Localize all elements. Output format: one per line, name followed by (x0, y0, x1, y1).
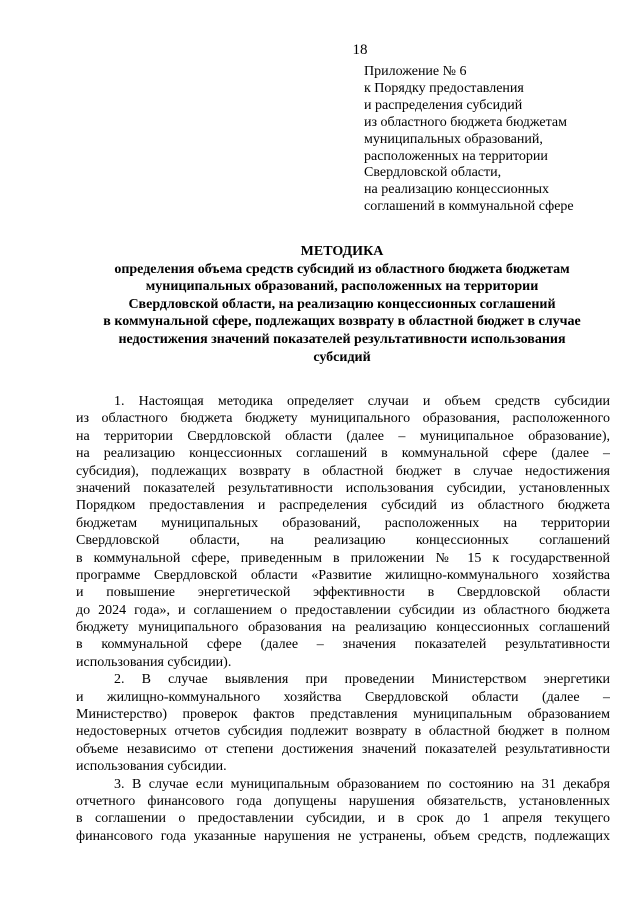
paragraph-2-line: недостоверных отчетов субсидия подлежит возврату в областной бюджет в полном (76, 724, 610, 740)
document-body (76, 393, 610, 845)
paragraph-1-line: программе Свердловской области «Развитие жилищно-коммунального хозяйства (76, 567, 610, 583)
appendix-line: к Порядку предоставления (364, 80, 524, 96)
paragraph-2-line: 2. В случае выявления при проведении Министерством энергетики (114, 672, 610, 688)
appendix-line: на реализацию концессионных (364, 182, 550, 198)
appendix-line: из областного бюджета бюджетам (364, 114, 567, 130)
paragraph-1-line: субсидия), подлежащих возврату в областной бюджет в случае недостижения (76, 463, 610, 479)
paragraph-1-line: бюджету муниципального образования на реализацию концессионных соглашений (76, 620, 610, 636)
paragraph-1-line: из областного бюджета бюджету муниципального образования, расположенного (76, 411, 610, 427)
paragraph-3-line: финансового года указанные нарушения не устранены, объем средств, подлежащих (76, 828, 610, 844)
title-heading: МЕТОДИКА (300, 244, 384, 259)
appendix-reference (364, 64, 624, 216)
title-line: недостижения значений показателей результативности использования (118, 331, 566, 347)
paragraph-1-line: на территории Свердловской области (далее – муниципальное образование), (76, 428, 610, 444)
appendix-line: Приложение № 6 (364, 64, 467, 79)
paragraph-2-line: Министерство) проверок фактов представления муниципальным образованием (76, 707, 610, 723)
appendix-line: расположенных на территории (364, 148, 548, 164)
paragraph-1-line: Порядком предоставления и распределения субсидий из областного бюджета (76, 498, 610, 514)
paragraph-3-line: 3. В случае если муниципальным образованием по состоянию на 31 декабря (114, 776, 610, 792)
paragraph-1-line: на реализацию концессионных соглашений в коммунальной сфере (далее – (76, 446, 610, 462)
paragraph-2-line: использования субсидии. (76, 759, 227, 775)
paragraph-1-line: до 2024 года», и соглашением о предоставлении субсидии из областного бюджета (76, 602, 610, 618)
document-title (76, 243, 608, 366)
title-line: Свердловской области, на реализацию концессионных соглашений (128, 296, 556, 312)
title-line: субсидий (313, 349, 371, 365)
page-number: 18 (352, 42, 368, 58)
title-line: муниципальных образований, расположенных на территории (145, 279, 539, 295)
paragraph-2-line: объеме независимо от степени достижения значений показателей результативности (76, 741, 610, 757)
paragraph-1-line: бюджетам муниципальных образований, расположенных на территории (76, 515, 610, 531)
paragraph-1-line: Свердловской области, на реализацию концессионных соглашений (76, 533, 610, 549)
paragraph-2-line: и жилищно-коммунального хозяйства Свердловской области (далее – (76, 689, 610, 705)
appendix-line: и распределения субсидий (364, 97, 523, 113)
paragraph-1-line: в коммунальной сфере, приведенным в приложении № 15 к государственной (76, 550, 610, 566)
appendix-line: соглашений в коммунальной сфере (364, 199, 574, 215)
paragraph-1-line: в коммунальной сфере (далее – значения показателей результативности (76, 637, 610, 653)
paragraph-1-line: значений показателей результативности использования субсидии, установленных (76, 480, 610, 496)
paragraph-1-line: использования субсидии). (76, 654, 232, 670)
title-line: определения объема средств субсидий из областного бюджета бюджетам (114, 261, 570, 277)
paragraph-1-line: и повышение энергетической эффективности в Свердловской области (76, 585, 610, 601)
paragraph-1-line: 1. Настоящая методика определяет случаи и объем средств субсидии (114, 394, 610, 409)
appendix-line: муниципальных образований, (364, 131, 543, 147)
appendix-line: Свердловской области, (364, 165, 502, 181)
paragraph-3-line: в соглашении о предоставлении субсидии, и в срок до 1 апреля текущего (76, 811, 610, 827)
title-line: в коммунальной сфере, подлежащих возврату в областной бюджет в случае (103, 314, 581, 330)
paragraph-3-line: отчетного финансового года допущены нарушения обязательств, установленных (76, 793, 610, 809)
